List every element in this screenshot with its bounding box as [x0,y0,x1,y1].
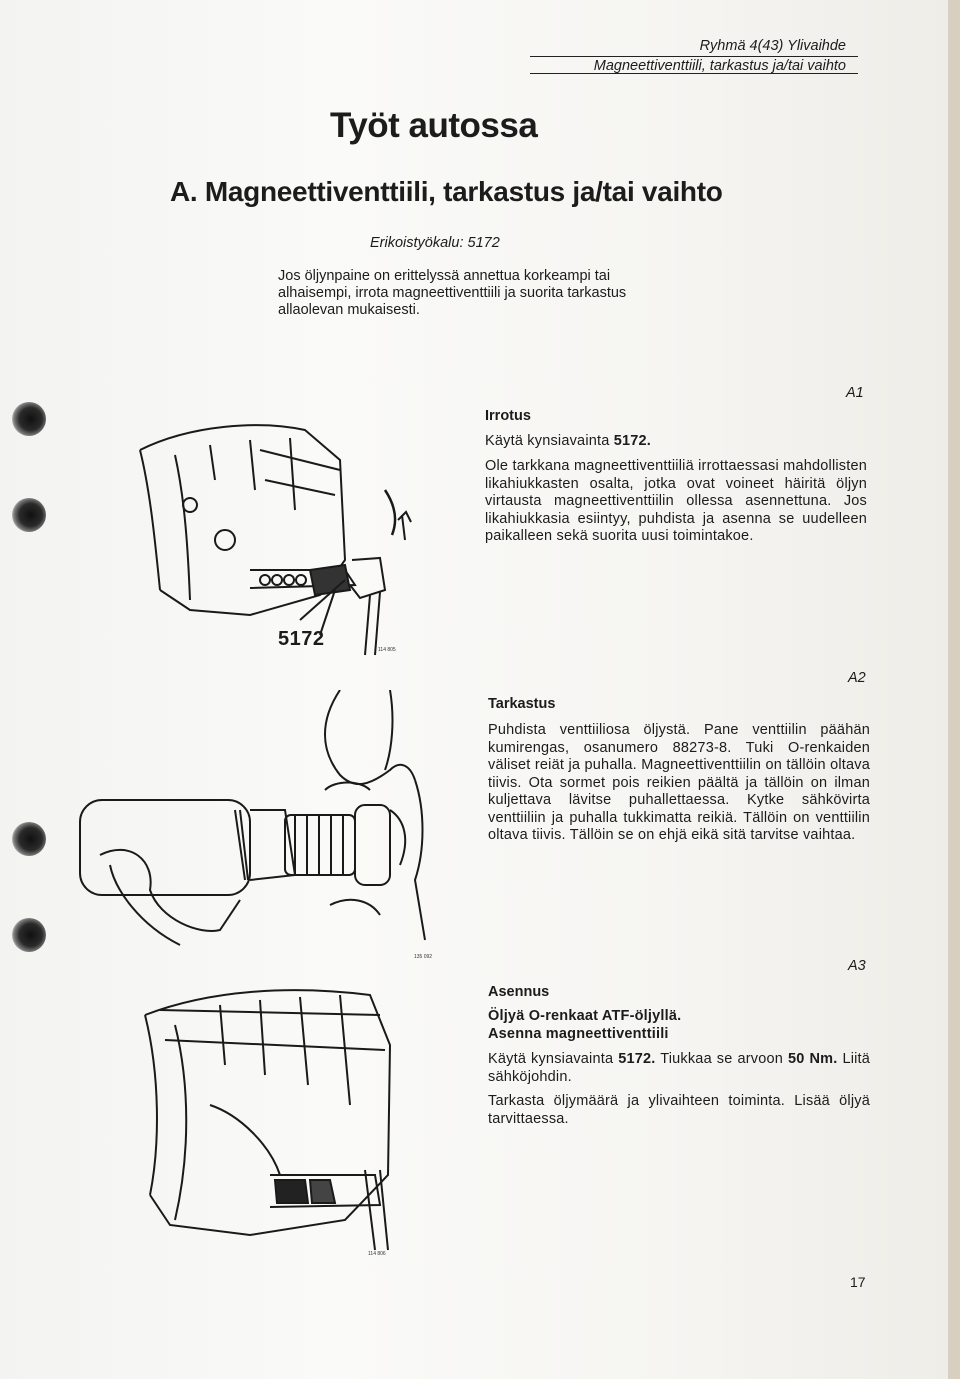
step-a3-tool-number: 5172. [618,1051,656,1067]
figure-a3-installation [130,985,430,1255]
step-a1-heading: Irrotus [485,408,531,424]
step-a2-heading: Tarkastus [488,696,556,712]
step-a1-tool-number: 5172. [613,433,652,449]
step-a3-oil-line: Öljyä O-renkaat ATF-öljyllä. [488,1008,682,1024]
step-a3-final: Tarkasta öljymäärä ja ylivaihteen toiminta. Lisää öljyä tarvittaessa. [488,1093,870,1127]
header-underline [530,73,858,74]
special-tool-value: 5172 [467,235,500,251]
step-a1-tag: A1 [846,385,864,401]
figure-a3-code: 114 806 [368,1251,386,1257]
step-a3-torque: 50 Nm. [787,1051,838,1067]
page-title: Työt autossa [330,106,538,145]
figure-a1-code: 114 805 [378,647,396,653]
binder-hole-3 [12,822,46,856]
special-tool [370,235,500,251]
valve-blowing-illustration [70,690,450,955]
step-a1-body: Ole tarkkana magneettiventtiiliä irrottaessasi mahdollisten likahiukkasten osalta, jotka ovat voineet häiritä öljyn virtausta magneettiventtiilin ollessa asennettuna. Jos likahiukkasia esiintyy, puhdista ja asenna se uudelleen paikalleen sekä suorita uusi toimintakoe. [485,458,867,544]
header-group: Ryhmä 4(43) Ylivaihde [699,38,846,54]
step-a3-connect: Liitä sähköjohdin. [488,1051,871,1085]
page-edge [948,0,960,1379]
step-a3-tool-line [488,1051,870,1086]
intro-text: Jos öljynpaine on erittelyssä annettua korkeampi tai alhaisempi, irrota magneettiventtiili ja suorita tarkastus allaolevan mukaisesti. [278,268,627,318]
step-a3-tighten-prefix: Tiukkaa se arvoon [660,1051,784,1067]
binder-hole-1 [12,402,46,436]
step-a2-tag: A2 [848,670,866,686]
gearbox-wrench-illustration [130,420,420,660]
header-subject: Magneettiventtiili, tarkastus ja/tai vaihto [593,58,846,74]
step-a1-tool-line [485,433,867,451]
figure-a2-code: 135 092 [414,954,433,960]
special-tool-label: Erikoistyökalu: [370,235,464,251]
step-a3-use-prefix: Käytä kynsiavainta [488,1051,614,1067]
figure-a1-removal [130,420,420,660]
step-a3-tag: A3 [848,958,866,974]
figure-a2-inspection [70,690,450,955]
step-a2-body: Puhdista venttiiliosa öljystä. Pane venttiilin päähän kumirengas, osanumero 88273-8. Tuki O-renkaiden väliset reiät ja puhalla. Magneettiventtiilin on tällöin oltava tiivis. Ota sormet pois reikien päältä ja tällöin on ilman kuljettava lävitse puhallettaessa. Kytke sähkövirta venttiiliin ja puhalla tukkimatta reikiä. Tällöin on venttiilin oltava tiivis. Tällöin se on ehjä eikä sitä tarvitse vaihtaa. [488,722,870,843]
step-a3-install-line: Asenna magneettiventtiili [488,1026,669,1042]
page-number: 17 [850,1274,866,1290]
binder-hole-2 [12,498,46,532]
step-a3-heading: Asennus [488,984,550,1000]
section-title: A. Magneettiventtiili, tarkastus ja/tai vaihto [170,176,723,207]
binder-hole-4 [12,918,46,952]
valve-install-illustration [130,985,430,1255]
figure-a1-tool-label: 5172 [278,628,325,650]
step-a1-use-prefix: Käytä kynsiavainta [485,433,610,449]
